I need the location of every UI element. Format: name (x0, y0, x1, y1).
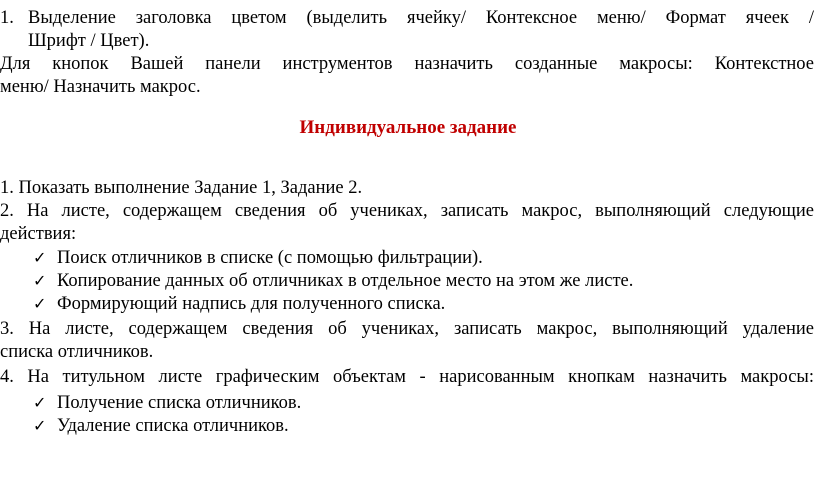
check-item-text: Получение списка отличников. (57, 393, 302, 413)
task-2-check-item (33, 246, 483, 270)
task-2-check-item (33, 269, 633, 293)
check-item-text: Копирование данных об отличниках в отдельное место на этом же листе. (57, 271, 634, 291)
task-2-line2: действия: (0, 224, 77, 244)
list-number: 1. (0, 8, 14, 28)
intro-paragraph-line2: меню/ Назначить макрос. (0, 77, 201, 97)
task-3-line1: 3. На листе, содержащем сведения об учениках, записать макрос, выполняющий удаление (0, 319, 814, 339)
section-heading: Индивидуальное задание (299, 117, 517, 138)
task-1: 1. Показать выполнение Задание 1, Задание 2. (0, 178, 363, 198)
intro-item1-line1: Выделение заголовка цветом (выделить ячейку/ Контексное меню/ Формат ячеек / (28, 8, 814, 28)
checkmark-icon: ✓ (33, 271, 47, 290)
check-item-text: Формирующий надпись для полученного списка. (57, 294, 446, 314)
intro-paragraph-line1: Для кнопок Вашей панели инструментов назначить созданные макросы: Контекстное (0, 54, 814, 74)
task-2-line1: 2. На листе, содержащем сведения об учениках, записать макрос, выполняющий следующие (0, 201, 814, 221)
task-4-check-item (33, 391, 301, 415)
checkmark-icon: ✓ (33, 416, 47, 435)
checkmark-icon: ✓ (33, 248, 47, 267)
checkmark-icon: ✓ (33, 393, 47, 412)
task-4-check-item (33, 414, 289, 438)
check-item-text: Поиск отличников в списке (с помощью фильтрации). (57, 248, 483, 268)
task-2-check-item (33, 292, 445, 316)
task-3-line2: списка отличников. (0, 342, 154, 362)
intro-item1-line2: Шрифт / Цвет). (28, 31, 150, 51)
check-item-text: Удаление списка отличников. (57, 416, 289, 436)
task-4-line1: 4. На титульном листе графическим объектам - нарисованным кнопкам назначить макросы: (0, 367, 814, 387)
checkmark-icon: ✓ (33, 294, 47, 313)
